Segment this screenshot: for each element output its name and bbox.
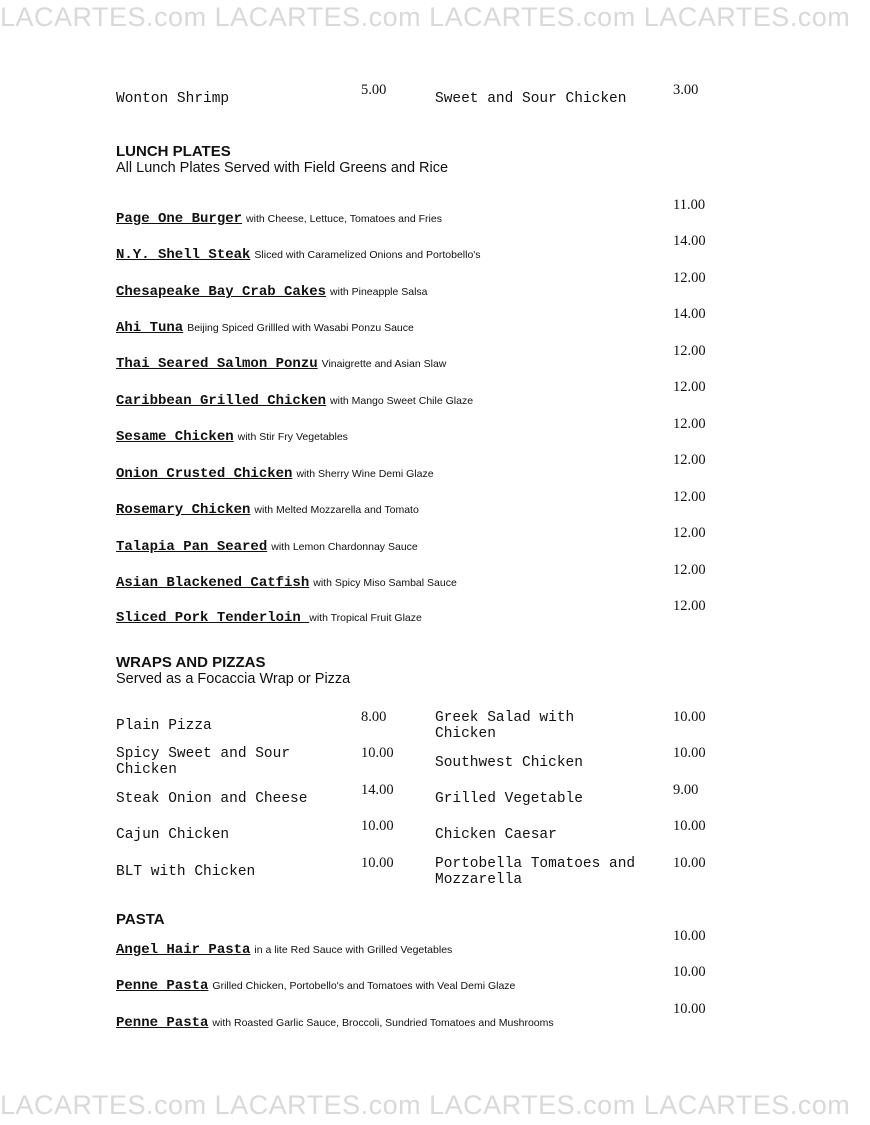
section-subtitle-lunch: All Lunch Plates Served with Field Greens and Rice: [116, 160, 449, 176]
wrap-item-name: Chicken Caesar: [435, 827, 557, 843]
menu-row: [116, 282, 428, 300]
menu-row: [116, 391, 473, 409]
dish-price: 10.00: [673, 928, 706, 944]
section-title-lunch: LUNCH PLATES: [116, 143, 231, 160]
menu-row: [116, 209, 442, 227]
wrap-item-price: 10.00: [361, 855, 394, 871]
menu-row: [116, 940, 452, 958]
dish-description: Beijing Spiced Grillled with Wasabi Ponzu Sauce: [187, 322, 414, 334]
menu-row: [116, 537, 418, 555]
dish-price: 12.00: [673, 270, 706, 286]
dish-description: Grilled Chicken, Portobello's and Tomatoes with Veal Demi Glaze: [212, 980, 516, 992]
dish-price: 12.00: [673, 562, 706, 578]
dish-name: Sesame Chicken: [116, 429, 234, 445]
dish-name: Ahi Tuna: [116, 320, 184, 336]
wrap-item-price: 10.00: [361, 745, 394, 761]
dish-description: with Roasted Garlic Sauce, Broccoli, Sundried Tomatoes and Mushrooms: [212, 1017, 554, 1029]
menu-item-price: 3.00: [673, 82, 699, 98]
menu-row: [116, 608, 422, 626]
menu-row: [116, 354, 446, 372]
dish-price: 10.00: [673, 964, 706, 980]
wrap-item-price: 10.00: [673, 745, 706, 761]
dish-description: with Cheese, Lettuce, Tomatoes and Fries: [246, 213, 442, 225]
dish-name: Penne Pasta: [116, 978, 209, 994]
dish-price: 12.00: [673, 489, 706, 505]
dish-price: 12.00: [673, 452, 706, 468]
dish-name: Caribbean Grilled Chicken: [116, 393, 327, 409]
menu-item-name: Wonton Shrimp: [116, 91, 230, 107]
dish-description: in a lite Red Sauce with Grilled Vegetables: [254, 944, 453, 956]
dish-description: with Mango Sweet Chile Glaze: [330, 395, 474, 407]
menu-row: [116, 500, 419, 518]
menu-row: [116, 1013, 554, 1031]
dish-description: with Tropical Fruit Glaze: [309, 612, 422, 624]
dish-name: Rosemary Chicken: [116, 502, 251, 518]
dish-description: with Pineapple Salsa: [330, 286, 428, 298]
wrap-item-name: Portobella Tomatoes and Mozzarella: [435, 856, 636, 888]
dish-price: 12.00: [673, 416, 706, 432]
dish-name: Page One Burger: [116, 211, 243, 227]
wrap-item-name: Steak Onion and Cheese: [116, 791, 308, 807]
menu-row: [116, 318, 414, 336]
watermark-top: LACARTES.com LACARTES.com LACARTES.com LACARTES.com: [0, 2, 851, 32]
menu-item-name: Sweet and Sour Chicken: [435, 91, 627, 107]
dish-price: 11.00: [673, 197, 706, 213]
wrap-item-name: Grilled Vegetable: [435, 791, 583, 807]
wrap-item-name: Spicy Sweet and Sour Chicken: [116, 746, 291, 778]
dish-name: Thai Seared Salmon Ponzu: [116, 356, 318, 372]
section-title-wraps: WRAPS AND PIZZAS: [116, 654, 266, 671]
wrap-item-price: 10.00: [673, 709, 706, 725]
dish-price: 14.00: [673, 306, 706, 322]
menu-row: [116, 464, 434, 482]
menu-item-price: 5.00: [361, 82, 387, 98]
wrap-item-price: 10.00: [673, 818, 706, 834]
wrap-item-price: 14.00: [361, 782, 394, 798]
wrap-item-name: Greek Salad with Chicken: [435, 710, 575, 742]
wrap-item-name: Southwest Chicken: [435, 755, 583, 771]
dish-name: N.Y. Shell Steak: [116, 247, 251, 263]
dish-description: Vinaigrette and Asian Slaw: [321, 358, 447, 370]
watermark-bottom: LACARTES.com LACARTES.com LACARTES.com LACARTES.com: [0, 1090, 851, 1120]
menu-row: [116, 976, 515, 994]
dish-price: 14.00: [673, 233, 706, 249]
dish-price: 12.00: [673, 343, 706, 359]
dish-price: 12.00: [673, 598, 706, 614]
dish-name: Onion Crusted Chicken: [116, 466, 293, 482]
dish-price: 12.00: [673, 525, 706, 541]
dish-description: with Melted Mozzarella and Tomato: [254, 504, 419, 516]
dish-description: with Spicy Miso Sambal Sauce: [313, 577, 457, 589]
dish-description: with Stir Fry Vegetables: [237, 431, 348, 443]
menu-row: [116, 427, 348, 445]
dish-name: Talapia Pan Seared: [116, 539, 268, 555]
menu-row: [116, 245, 481, 263]
wrap-item-name: Plain Pizza: [116, 718, 212, 734]
wrap-item-name: BLT with Chicken: [116, 864, 256, 880]
dish-description: with Sherry Wine Demi Glaze: [296, 468, 434, 480]
wrap-item-price: 9.00: [673, 782, 699, 798]
menu-row: [116, 573, 457, 591]
wrap-item-price: 10.00: [673, 855, 706, 871]
dish-name: Penne Pasta: [116, 1015, 209, 1031]
dish-description: Sliced with Caramelized Onions and Portobello's: [254, 249, 481, 261]
dish-name: Chesapeake Bay Crab Cakes: [116, 284, 327, 300]
dish-description: with Lemon Chardonnay Sauce: [271, 541, 418, 553]
dish-price: 10.00: [673, 1001, 706, 1017]
section-subtitle-wraps: Served as a Focaccia Wrap or Pizza: [116, 671, 351, 687]
dish-name: Asian Blackened Catfish: [116, 575, 310, 591]
dish-price: 12.00: [673, 379, 706, 395]
wrap-item-price: 8.00: [361, 709, 387, 725]
dish-name: Sliced Pork Tenderloin: [116, 610, 310, 626]
dish-name: Angel Hair Pasta: [116, 942, 251, 958]
wrap-item-name: Cajun Chicken: [116, 827, 230, 843]
wrap-item-price: 10.00: [361, 818, 394, 834]
section-title-pasta: PASTA: [116, 911, 165, 928]
